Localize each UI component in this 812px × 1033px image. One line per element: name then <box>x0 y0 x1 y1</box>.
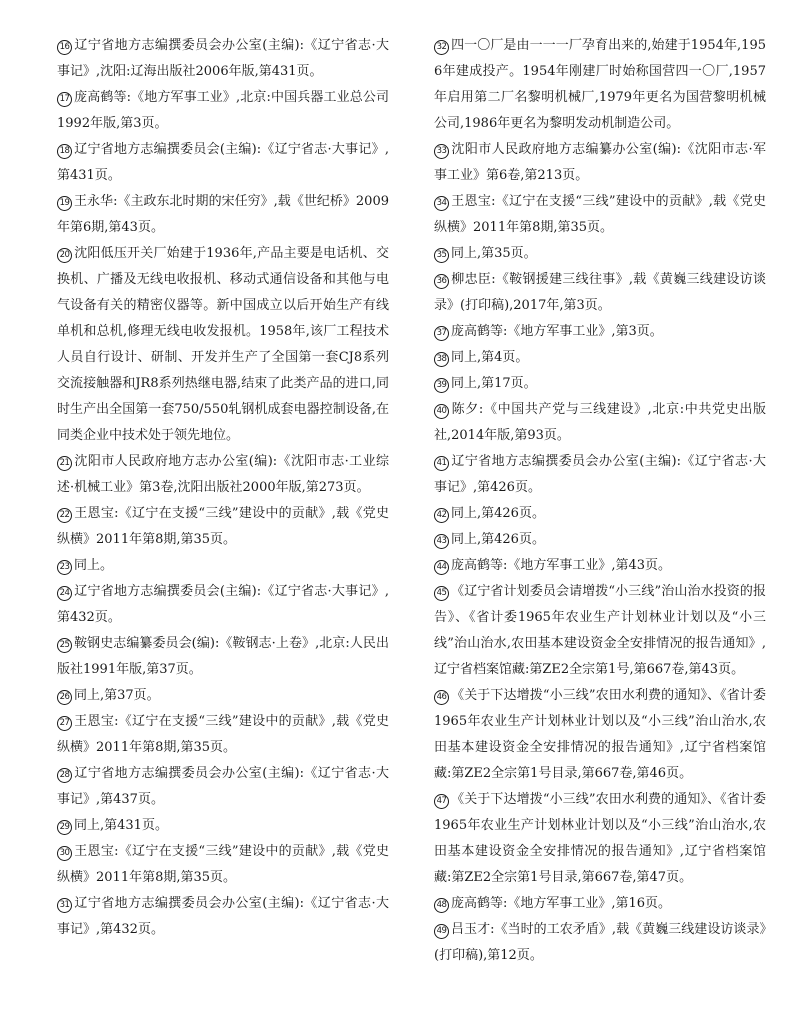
footnote-text: 《关于下达增拨“小三线”农田水利费的通知》、《省计委1965年农业生产计划林业计划以及“小三线”治山治水,农田基本建设资金全安排情况的报告通知》,辽宁省档案馆藏:第ZE2全宗第1号目录,第667卷,第46页。 <box>434 688 766 781</box>
footnote <box>434 397 766 449</box>
footnote-number: 49 <box>434 924 449 939</box>
footnote-text: 同上,第37页。 <box>74 688 160 703</box>
footnote <box>57 553 389 579</box>
footnote-text: 沈阳低压开关厂始建于1936年,产品主要是电话机、交换机、广播及无线电收报机、移动式通信设备和其他与电气设备有关的精密仪器等。新中国成立以后开始生产有线单机和总机,修理无线电收发报机。1958年,该厂工程技术人员自行设计、研制、开发并生产了全国第一套CJ8系列交流接触器和JR8系列热继电器,结束了此类产品的进口,同时生产出全国第一套750/550轧钢机成套电器控制设备,在同类企业中技术处于领先地位。 <box>57 246 389 443</box>
footnote <box>434 553 766 579</box>
footnote <box>57 709 389 761</box>
footnote <box>434 787 766 891</box>
footnote <box>434 371 766 397</box>
footnote-text: 王恩宝:《辽宁在支援“三线”建设中的贡献》,载《党史纵横》2011年第8期,第35页。 <box>57 714 389 755</box>
footnote-number: 23 <box>57 560 72 575</box>
footnote <box>434 501 766 527</box>
right-column <box>434 33 766 1033</box>
footnote <box>57 631 389 683</box>
footnote-number: 20 <box>57 248 72 263</box>
footnote-text: 柳忠臣:《鞍钢援建三线往事》,载《黄巍三线建设访谈录》(打印稿),2017年,第3页。 <box>434 272 766 313</box>
footnote-number: 46 <box>434 690 449 705</box>
footnote-number: 37 <box>434 326 449 341</box>
footnote-text: 同上,第426页。 <box>451 506 545 521</box>
footnote-text: 王恩宝:《辽宁在支援“三线”建设中的贡献》,载《党史纵横》2011年第8期,第35页。 <box>434 194 766 235</box>
footnote-number: 45 <box>434 586 449 601</box>
footnote-number: 35 <box>434 248 449 263</box>
footnote-text: 四一〇厂是由一一一厂孕育出来的,始建于1954年,1956年建成投产。1954年刚建厂时始称国营四一〇厂,1957年启用第二厂名黎明机械厂,1979年更名为国营黎明机械公司,1986年更名为黎明发动机制造公司。 <box>434 38 766 131</box>
footnote-number: 43 <box>434 534 449 549</box>
footnote-text: 同上,第426页。 <box>451 532 545 547</box>
footnote <box>434 683 766 787</box>
footnote-text: 同上,第4页。 <box>451 350 529 365</box>
footnote-text: 庞高鹤等:《地方军事工业》,第16页。 <box>451 896 672 911</box>
footnote-number: 19 <box>57 196 72 211</box>
footnote-text: 《辽宁省计划委员会请增拨“小三线”治山治水投资的报告》、《省计委1965年农业生产计划林业计划以及“小三线”治山治水,农田基本建设资金全安排情况的报告通知》,辽宁省档案馆藏:第ZE2全宗第1号,第667卷,第43页。 <box>434 584 766 677</box>
footnote-number: 29 <box>57 820 72 835</box>
footnote-number: 47 <box>434 794 449 809</box>
footnote-text: 同上,第431页。 <box>74 818 168 833</box>
footnote <box>57 501 389 553</box>
footnote-text: 王恩宝:《辽宁在支援“三线”建设中的贡献》,载《党史纵横》2011年第8期,第35页。 <box>57 844 389 885</box>
footnote-text: 同上。 <box>74 558 114 573</box>
footnote-text: 吕玉才:《当时的工农矛盾》,载《黄巍三线建设访谈录》(打印稿),第12页。 <box>434 922 766 963</box>
footnote-number: 33 <box>434 144 449 159</box>
footnote-number: 41 <box>434 456 449 471</box>
footnote-text: 庞高鹤等:《地方军事工业》,第43页。 <box>451 558 672 573</box>
footnote-number: 26 <box>57 690 72 705</box>
footnote-number: 25 <box>57 638 72 653</box>
footnote <box>434 449 766 501</box>
footnote <box>57 839 389 891</box>
footnote <box>434 189 766 241</box>
footnote <box>434 267 766 319</box>
footnote-text: 辽宁省地方志编撰委员会办公室(主编):《辽宁省志·大事记》,第432页。 <box>57 896 389 937</box>
footnote-text: 同上,第17页。 <box>451 376 537 391</box>
footnote <box>57 683 389 709</box>
footnote-number: 44 <box>434 560 449 575</box>
footnote-text: 庞高鹤等:《地方军事工业》,北京:中国兵器工业总公司1992年版,第3页。 <box>57 90 389 131</box>
footnote-text: 鞍钢史志编纂委员会(编):《鞍钢志·上卷》,北京:人民出版社1991年版,第37页。 <box>57 636 389 677</box>
footnote-text: 王永华:《主政东北时期的宋任穷》,载《世纪桥》2009年第6期,第43页。 <box>57 194 389 235</box>
footnote-text: 王恩宝:《辽宁在支援“三线”建设中的贡献》,载《党史纵横》2011年第8期,第35页。 <box>57 506 389 547</box>
footnote-text: 《关于下达增拨“小三线”农田水利费的通知》、《省计委1965年农业生产计划林业计划以及“小三线”治山治水,农田基本建设资金全安排情况的报告通知》,辽宁省档案馆藏:第ZE2全宗第1号目录,第667卷,第47页。 <box>434 792 766 885</box>
footnote <box>57 33 389 85</box>
footnote <box>434 579 766 683</box>
footnote-number: 31 <box>57 898 72 913</box>
footnote-text: 庞高鹤等:《地方军事工业》,第3页。 <box>451 324 663 339</box>
footnote-number: 38 <box>434 352 449 367</box>
footnote-number: 18 <box>57 144 72 159</box>
footnote <box>57 241 389 449</box>
footnote <box>434 527 766 553</box>
footnote <box>57 761 389 813</box>
footnote-text: 辽宁省地方志编撰委员会(主编):《辽宁省志·大事记》,第431页。 <box>57 142 389 183</box>
footnote-number: 16 <box>57 40 72 55</box>
footnote-text: 沈阳市人民政府地方志编纂办公室(编):《沈阳市志·军事工业》第6卷,第213页。 <box>434 142 766 183</box>
footnote <box>57 449 389 501</box>
footnote-number: 24 <box>57 586 72 601</box>
footnote-text: 辽宁省地方志编撰委员会办公室(主编):《辽宁省志·大事记》,沈阳:辽海出版社2006年版,第431页。 <box>57 38 389 79</box>
footnote-number: 40 <box>434 404 449 419</box>
footnote-number: 21 <box>57 456 72 471</box>
footnote-number: 36 <box>434 274 449 289</box>
footnote-number: 30 <box>57 846 72 861</box>
footnote <box>57 137 389 189</box>
footnote-text: 辽宁省地方志编撰委员会(主编):《辽宁省志·大事记》,第432页。 <box>57 584 389 625</box>
footnote <box>57 85 389 137</box>
footnote-number: 22 <box>57 508 72 523</box>
footnote-number: 27 <box>57 716 72 731</box>
footnote <box>57 891 389 943</box>
footnote-number: 28 <box>57 768 72 783</box>
footnote <box>434 891 766 917</box>
footnote-text: 同上,第35页。 <box>451 246 537 261</box>
footnote <box>434 345 766 371</box>
footnote-text: 辽宁省地方志编撰委员会办公室(主编):《辽宁省志·大事记》,第437页。 <box>57 766 389 807</box>
footnote-number: 34 <box>434 196 449 211</box>
footnote-text: 陈夕:《中国共产党与三线建设》,北京:中共党史出版社,2014年版,第93页。 <box>434 402 766 443</box>
footnote-number: 39 <box>434 378 449 393</box>
footnote <box>57 189 389 241</box>
footnote-number: 32 <box>434 40 449 55</box>
footnote <box>434 319 766 345</box>
footnote-text: 辽宁省地方志编撰委员会办公室(主编):《辽宁省志·大事记》,第426页。 <box>434 454 766 495</box>
footnote <box>434 241 766 267</box>
footnote-number: 48 <box>434 898 449 913</box>
footnote <box>57 579 389 631</box>
footnote <box>434 33 766 137</box>
footnote <box>434 137 766 189</box>
footnote-number: 17 <box>57 92 72 107</box>
footnote-text: 沈阳市人民政府地方志办公室(编):《沈阳市志·工业综述·机械工业》第3卷,沈阳出版社2000年版,第273页。 <box>57 454 389 495</box>
footnote <box>57 813 389 839</box>
footnote-number: 42 <box>434 508 449 523</box>
left-column <box>57 33 389 1033</box>
footnote <box>434 917 766 969</box>
